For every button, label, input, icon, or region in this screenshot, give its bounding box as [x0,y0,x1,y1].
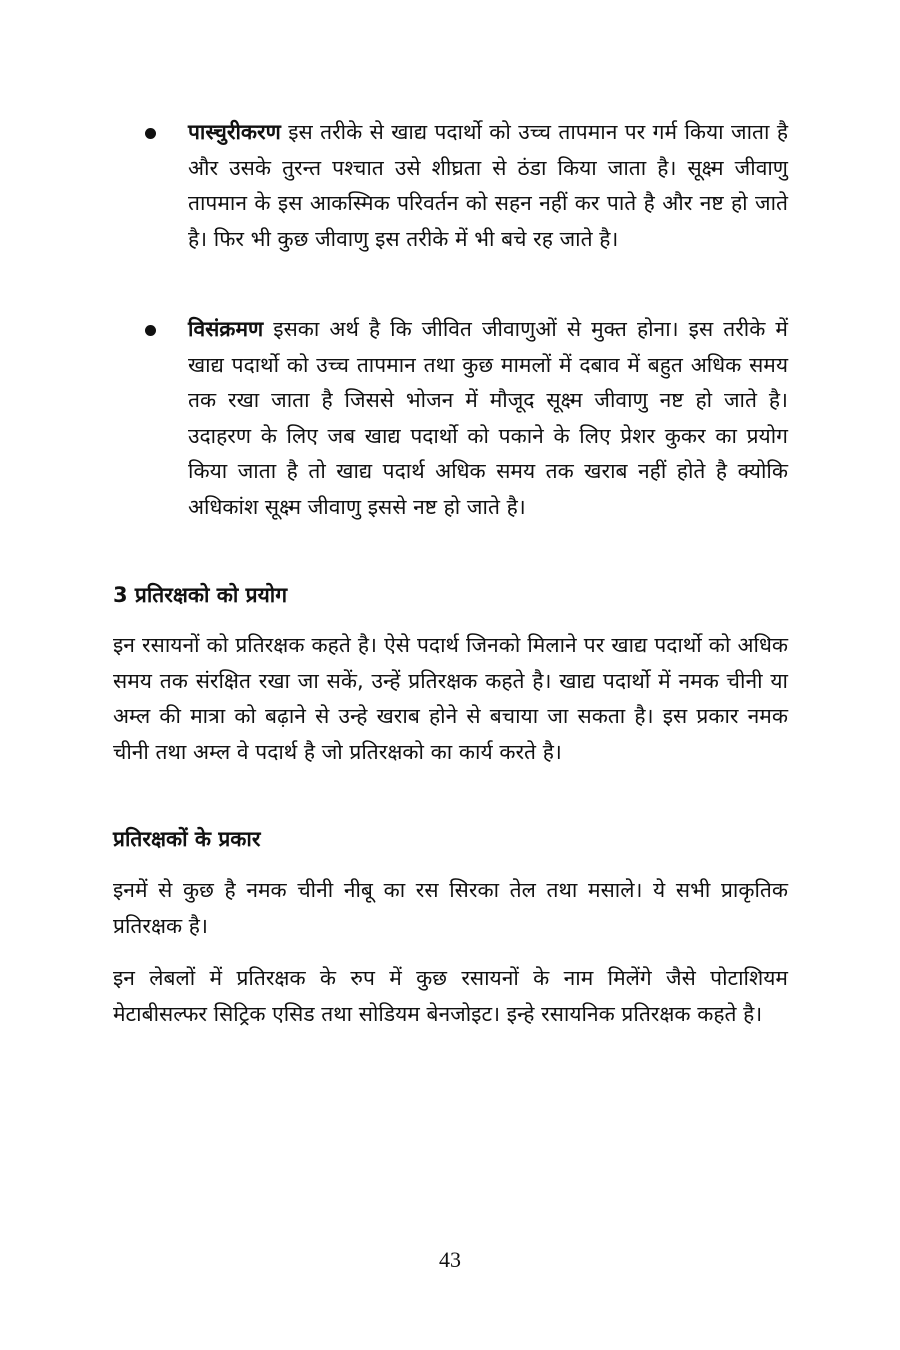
bullet-term: विसंक्रमण [188,317,264,341]
section-heading-preservative-types: प्रतिरक्षकों के प्रकार [113,827,261,851]
bullet-dot [145,128,156,139]
bullet-dot [145,325,156,336]
paragraph-natural-preservatives: इनमें से कुछ है नमक चीनी नीबू का रस सिरका तेल तथा मसाले। ये सभी प्राकृतिक प्रतिरक्षक है। [113,878,788,938]
page-number: 43 [439,1247,461,1272]
bullet-text: इस तरीके से खाद्य पदार्थो को उच्च तापमान पर गर्म किया जाता है और उसके तुरन्त पश्चात उसे शीघ्रता से ठंडा किया जाता है। सूक्ष्म जीवाणु तापमान के इस आकस्मिक परिवर्तन को सहन नहीं कर पाते है और नष्ट हो जाते है। फिर भी कुछ जीवाणु इस तरीके में भी बचे रह जाते है। [188,120,788,251]
bullet-item-sterilization [188,312,788,525]
bullet-item-pasteurization [188,115,788,257]
paragraph-chemical-preservatives: इन लेबलों में प्रतिरक्षक के रुप में कुछ रसायनों के नाम मिलेंगे जैसे पोटाशियम मेटाबीसल्फर सिट्रिक एसिड तथा सोडियम बेनजोइट। इन्हे रसायनिक प्रतिरक्षक कहते है। [113,966,788,1026]
bullet-text: इसका अर्थ है कि जीवित जीवाणुओं से मुक्त होना। इस तरीके में खाद्य पदार्थो को उच्च तापमान तथा कुछ मामलों में दबाव में बहुत अधिक समय तक रखा जाता है जिससे भोजन में मौजूद सूक्ष्म जीवाणु नष्ट हो जाते है। उदाहरण के लिए जब खाद्य पदार्थो को पकाने के लिए प्रेशर कुकर का प्रयोग किया जाता है तो खाद्य पदार्थ अधिक समय तक खराब नहीं होते है क्योकि अधिकांश सूक्ष्म जीवाणु इससे नष्ट हो जाते है। [188,317,788,519]
paragraph-preservatives: इन रसायनों को प्रतिरक्षक कहते है। ऐसे पदार्थ जिनको मिलाने पर खाद्य पदार्थो को अधिक समय तक संरक्षित रखा जा सकें, उन्हें प्रतिरक्षक कहते है। खाद्य पदार्थो में नमक चीनी या अम्ल की मात्रा को बढ़ाने से उन्हे खराब होने से बचाया जा सकता है। इस प्रकार नमक चीनी तथा अम्ल वे पदार्थ है जो प्रतिरक्षको का कार्य करते है। [113,633,788,764]
bullet-term: पास्चुरीकरण [188,120,281,144]
section-heading-preservatives-use: 3 प्रतिरक्षको को प्रयोग [113,583,288,607]
